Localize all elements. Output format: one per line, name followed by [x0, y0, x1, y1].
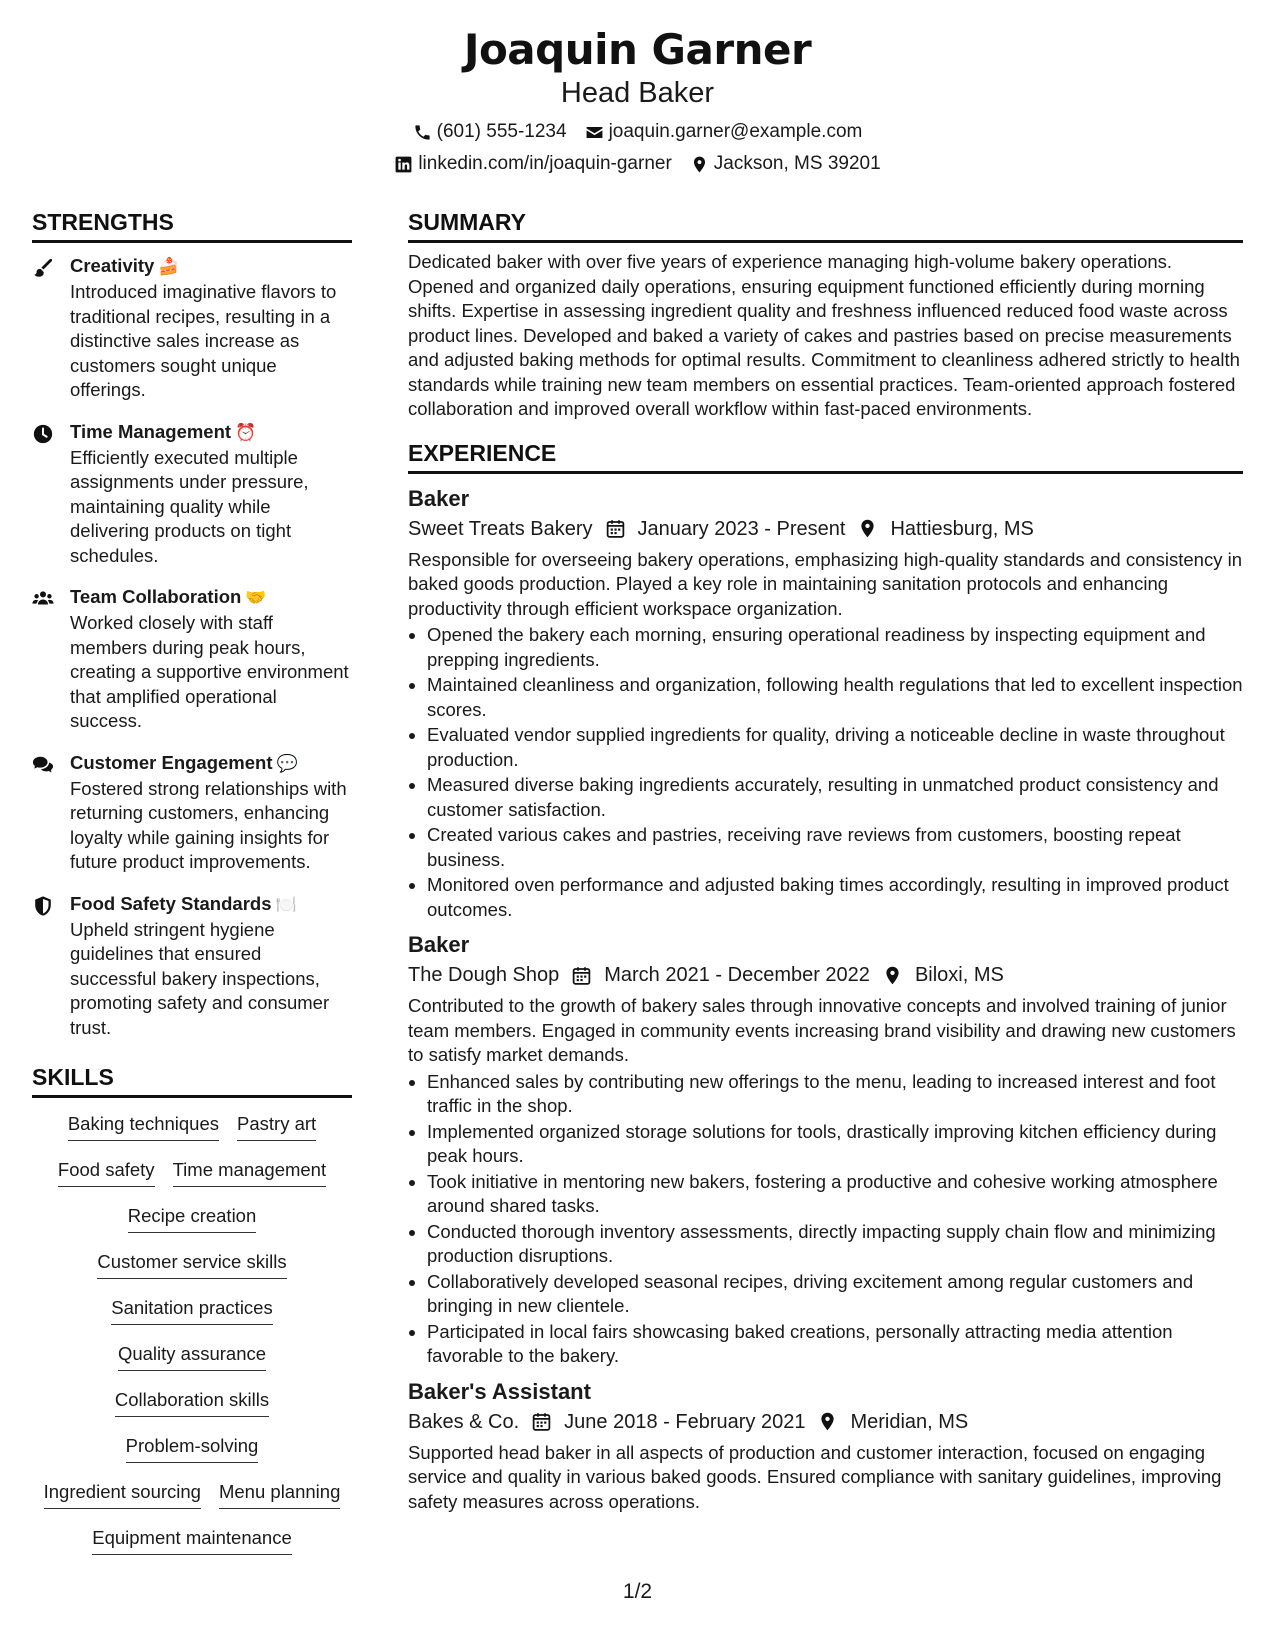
job-description: Supported head baker in all aspects of production and customer interaction, focused on engaging service and quality in various baked goods. Ensured compliance with sanitary guidelines, improving safety measures across operations. [408, 1441, 1222, 1512]
calendar-icon [605, 518, 626, 539]
map-marker-icon [690, 155, 709, 174]
bullet-item: • Conducted thorough inventory assessments, directly impacting supply chain flow and minimizing production disruptions. [427, 1220, 1243, 1269]
bullet-item: • Implemented organized storage solutions for tools, drastically improving kitchen efficiency during peak hours. [427, 1120, 1243, 1169]
map-marker-icon [817, 1411, 838, 1432]
phone-icon [413, 123, 432, 142]
strength-description: Worked closely with staff members during peak hours, creating a supportive environment that amplified operational success. [70, 612, 349, 731]
strength-item [32, 891, 352, 1041]
skill-tag: Recipe creation [128, 1204, 257, 1233]
skill-tag: Pastry art [237, 1112, 316, 1141]
skill-tag: Baking techniques [68, 1112, 219, 1141]
phone-text[interactable]: (601) 555-1234 [436, 121, 567, 142]
strength-title: Customer Engagement 💬 [70, 751, 298, 774]
skill-tag: Collaboration skills [115, 1388, 269, 1417]
location-contact [690, 152, 881, 176]
job-entry [408, 484, 1243, 923]
job-title: Baker's Assistant [408, 1378, 591, 1404]
shield-icon [32, 895, 54, 917]
strength-title: Time Management ⏰ [70, 420, 257, 443]
bullet-item: • Measured diverse baking ingredients accurately, resulting in unmatched product consistency and customer satisfaction. [427, 773, 1243, 822]
job-description: Contributed to the growth of bakery sales through innovative concepts and involved training of junior team members. Engaged in community events increasing brand visibility and drawing new customers to satisfy market demands. [408, 995, 1236, 1065]
left-column [32, 207, 352, 1572]
bullet-item: • Collaboratively developed seasonal recipes, driving excitement among regular customers and bringing in new clientele. [427, 1270, 1243, 1319]
linkedin-contact [394, 152, 671, 176]
handshake-emoji: 🤝 [245, 588, 267, 608]
email-contact [585, 120, 863, 144]
map-marker-icon [882, 965, 903, 986]
summary-text: Dedicated baker with over five years of experience managing high-volume bakery operations. Opened and organized daily operations, ensuring equipment functioned efficiently during morning shifts. Expertise in assessing ingredient quality and freshness influenced reduced food waste across product lines. Developed and baked a variety of cakes and pastries based on precise measurements and adjusted baking methods for optimal results. Commitment to cleanliness adhered strictly to health standards while training new team members on essential practices. Team-oriented approach fostered collaboration and improved overall workflow within fast-paced environments. [408, 251, 1240, 419]
envelope-icon [585, 123, 604, 142]
job-description: Responsible for overseeing bakery operations, emphasizing high-quality standards and consistency in baked goods production. Played a key role in maintaining sanitation protocols and enhancing productivity through efficient workspace organization. [408, 548, 1243, 619]
job-dates: June 2018 - February 2021 [564, 1410, 806, 1433]
skill-tag: Time management [173, 1158, 327, 1187]
bullet-item: • Opened the bakery each morning, ensuring operational readiness by inspecting equipment and prepping ingredients. [427, 623, 1243, 672]
experience-heading: EXPERIENCE [408, 438, 1243, 474]
alarm-clock-emoji: ⏰ [235, 422, 257, 443]
contact-row-2 [0, 152, 1275, 176]
location-text: Jackson, MS 39201 [713, 153, 881, 174]
job-meta [408, 514, 1243, 544]
job-company: Sweet Treats Bakery [408, 517, 593, 540]
bullet-item: • Participated in local fairs showcasing baked creations, personally attracting media attention favorable to the bakery. [427, 1320, 1243, 1369]
bullet-item: • Created various cakes and pastries, receiving rave reviews from customers, boosting repeat business. [427, 823, 1243, 872]
clock-icon [32, 423, 54, 445]
job-entry [408, 1377, 1243, 1515]
job-entry [408, 930, 1243, 1369]
job-location: Biloxi, MS [914, 964, 1004, 986]
skill-tag: Sanitation practices [111, 1296, 272, 1325]
job-dates: March 2021 - December 2022 [604, 964, 870, 986]
strength-title: Creativity 🍰 [70, 255, 180, 277]
strength-description: Efficiently executed multiple assignments under pressure, maintaining quality while delivering products on tight schedules. [70, 446, 309, 566]
right-column [408, 207, 1243, 1522]
skill-tag: Equipment maintenance [92, 1526, 292, 1555]
email-text[interactable]: joaquin.garner@example.com [608, 121, 863, 142]
strength-item [32, 419, 352, 569]
skill-tag: Problem-solving [126, 1434, 259, 1463]
strength-title: Food Safety Standards 🍽️ [70, 892, 297, 915]
job-company: Bakes & Co. [408, 1410, 520, 1433]
job-meta [408, 1407, 1243, 1437]
job-bullets [408, 1070, 1243, 1369]
strength-description: Upheld stringent hygiene guidelines that ensured successful bakery inspections, promoting safety and consumer trust. [70, 918, 330, 1038]
bullet-item: • Evaluated vendor supplied ingredients for quality, driving a noticeable decline in waste throughout production. [427, 723, 1243, 772]
skill-tag: Menu planning [219, 1480, 340, 1509]
calendar-icon [571, 965, 592, 986]
users-icon [32, 588, 54, 610]
skill-tag: Ingredient sourcing [44, 1480, 201, 1509]
job-dates: January 2023 - Present [637, 517, 846, 540]
job-title: Baker [408, 932, 470, 957]
plate-emoji: 🍽️ [275, 894, 297, 915]
strengths-heading: STRENGTHS [32, 207, 352, 243]
job-meta [408, 960, 1243, 990]
linkedin-text[interactable]: linkedin.com/in/joaquin-garner [418, 153, 672, 174]
page-indicator: 1/2 [622, 1580, 653, 1603]
calendar-icon [531, 1411, 552, 1432]
skills-heading: SKILLS [32, 1062, 352, 1098]
strength-item [32, 253, 352, 403]
job-location: Meridian, MS [850, 1410, 969, 1433]
speech-bubble-emoji: 💬 [276, 753, 298, 774]
linkedin-icon [394, 155, 413, 174]
strength-item [32, 584, 352, 734]
bullet-item: • Enhanced sales by contributing new offerings to the menu, leading to increased interest and foot traffic in the shop. [427, 1070, 1243, 1119]
skill-tag: Food safety [58, 1158, 155, 1187]
bullet-item: • Took initiative in mentoring new bakers, fostering a productive and cohesive working atmosphere around shared tasks. [427, 1170, 1243, 1219]
bullet-item: • Monitored oven performance and adjusted baking times accordingly, resulting in improved product outcomes. [427, 873, 1243, 922]
strength-description: Introduced imaginative flavors to traditional recipes, resulting in a distinctive sales increase as customers sought unique offerings. [70, 281, 337, 400]
candidate-name: Joaquin Garner [463, 25, 812, 74]
contact-row-1 [0, 120, 1275, 144]
skill-tag: Customer service skills [97, 1250, 286, 1279]
bullet-item: • Maintained cleanliness and organization, following health regulations that led to excellent inspection scores. [427, 673, 1243, 722]
skills-list [32, 1108, 352, 1572]
job-location: Hattiesburg, MS [890, 517, 1034, 540]
job-title: Baker [408, 485, 470, 511]
job-bullets [408, 623, 1243, 922]
summary-heading: SUMMARY [408, 207, 1243, 243]
skill-tag: Quality assurance [118, 1342, 266, 1371]
strength-description: Fostered strong relationships with returning customers, enhancing loyalty while gaining insights for future product improvements. [70, 777, 347, 872]
map-marker-icon [857, 518, 878, 539]
paintbrush-icon [32, 257, 54, 279]
strength-item [32, 750, 352, 875]
strength-title: Team Collaboration 🤝 [70, 586, 267, 608]
cake-emoji: 🍰 [158, 257, 180, 277]
job-company: The Dough Shop [408, 964, 560, 986]
candidate-role: Head Baker [560, 77, 715, 109]
comments-icon [32, 754, 54, 776]
phone-contact [413, 120, 567, 144]
resume-header [0, 24, 1275, 176]
